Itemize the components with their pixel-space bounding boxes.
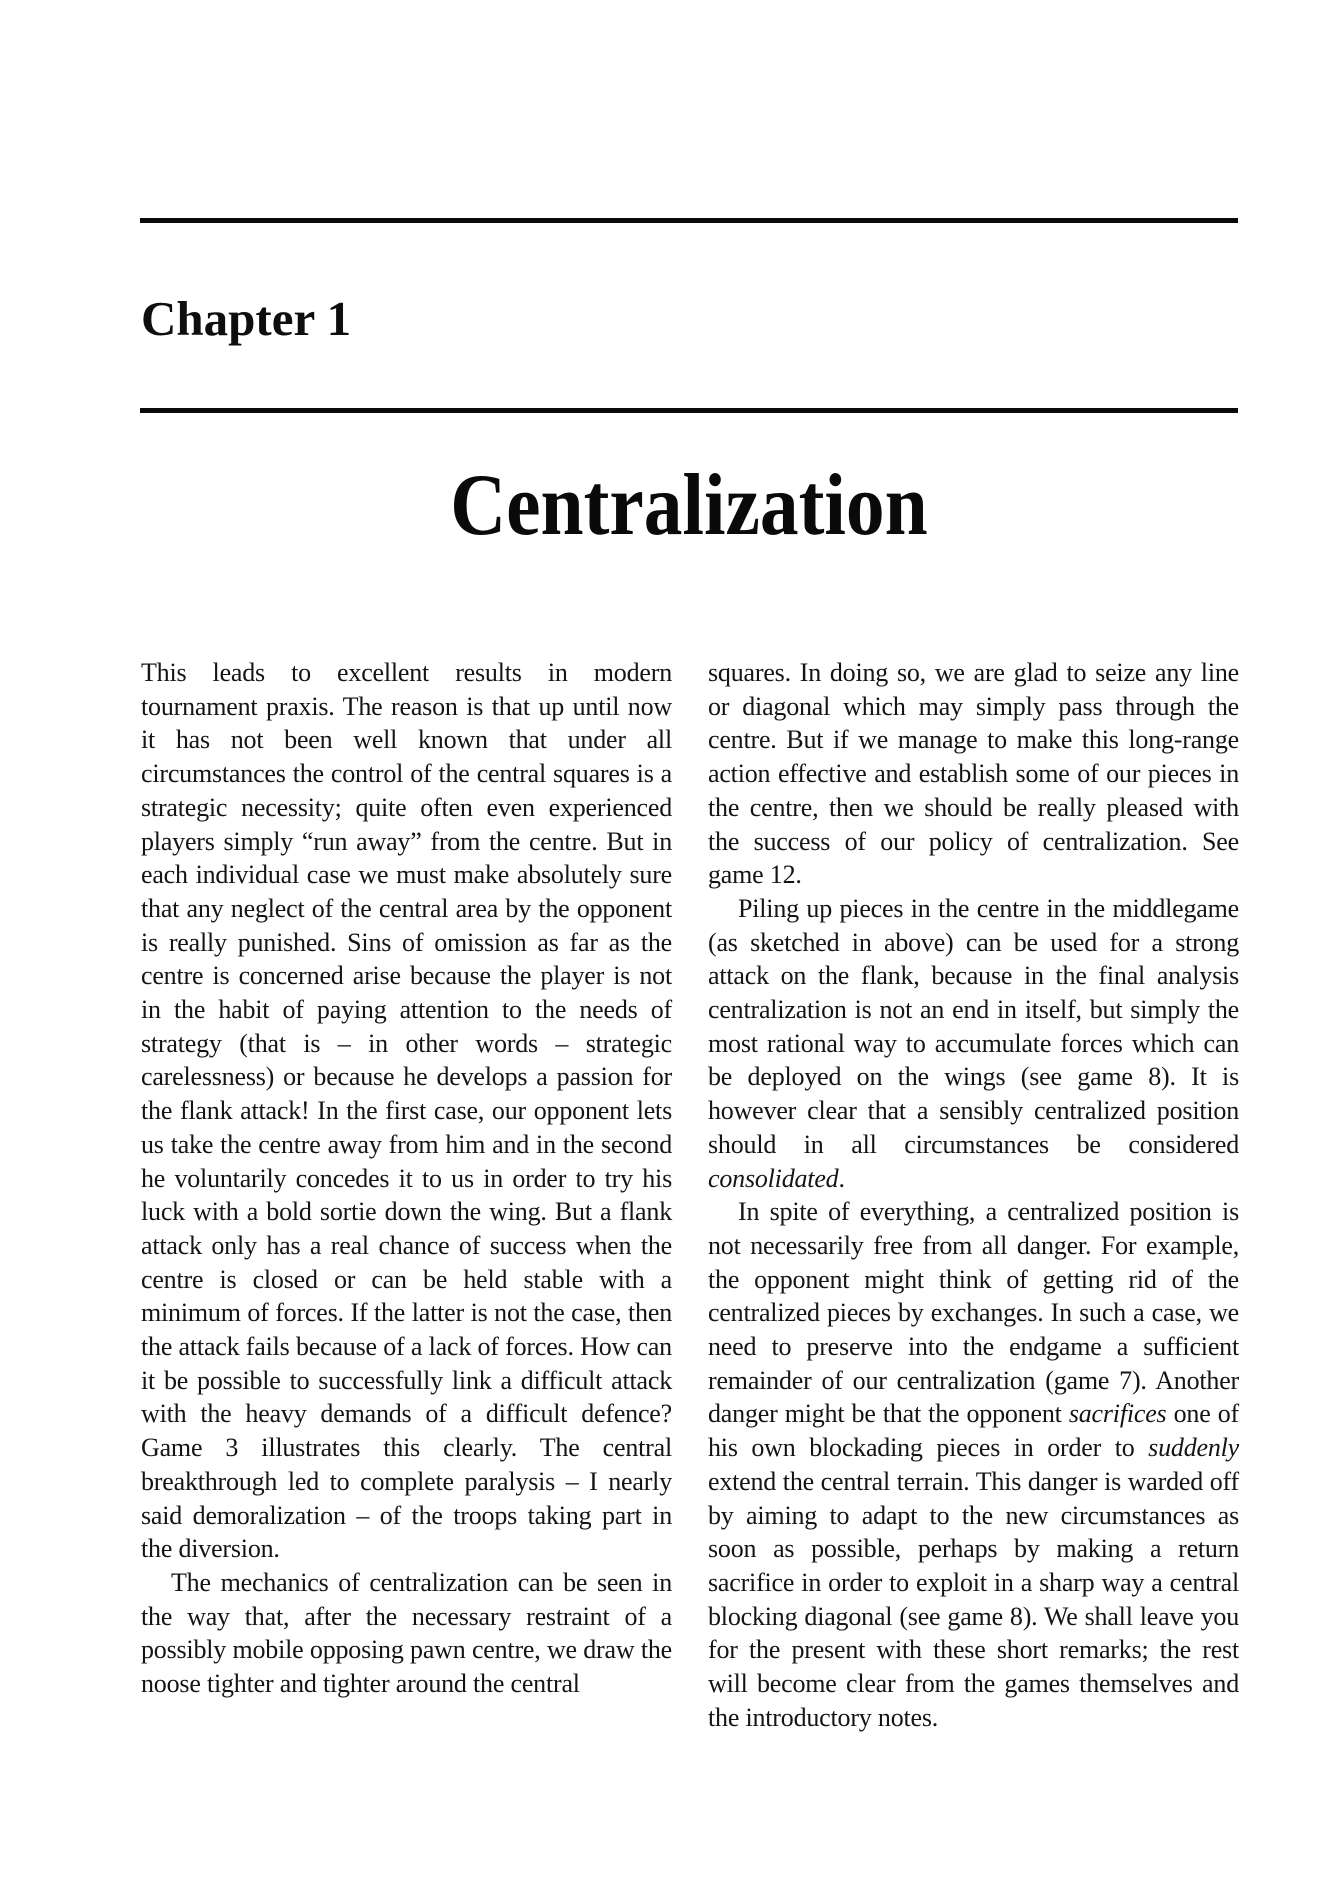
- text-segment: .: [838, 1163, 845, 1193]
- chapter-title: Centralization: [450, 457, 928, 554]
- paragraph: [708, 1195, 1239, 1734]
- paragraph: [708, 656, 1239, 892]
- text-column-right: [708, 656, 1239, 1735]
- chapter-rule-top: [140, 218, 1238, 223]
- italic-text-segment: sacrifices: [1068, 1399, 1167, 1429]
- chapter-heading: Chapter 1: [141, 291, 352, 346]
- text-segment: The mechanics of centralization can be seen in the way that, after the necessary restraint of a possibly mobile opposing pawn centre, we draw the noose tighter and tighter around the central: [141, 1567, 672, 1699]
- chapter-rule-bottom: [140, 408, 1238, 413]
- text-segment: Piling up pieces in the centre in the middlegame (as sketched in above) can be used for a strong attack on the flank, because in the final analysis centralization is not an end in itself, but simply the most rational way to accumulate forces which can be deployed on the wings (see game 8). It is however clear that a sensibly centralized position should in all circumstances be considered: [708, 893, 1239, 1159]
- text-column-left: [141, 656, 672, 1735]
- paragraph: [708, 892, 1239, 1195]
- text-segment: In spite of everything, a centralized position is not necessarily free from all danger. For example, the opponent might think of getting rid of the centralized pieces by exchanges. In such a case, we need to preserve into the endgame a sufficient remainder of our centralization (game 7). Another danger might be that the opponent: [708, 1197, 1239, 1429]
- paragraph: [141, 656, 672, 1566]
- text-segment: extend the central terrain. This danger is warded off by aiming to adapt to the new circumstances as soon as possible, perhaps by making a return sacrifice in order to exploit in a sharp way a central blocking diagonal (see game 8). We shall leave you for the present with these short remarks; the rest will become clear from the games themselves and the introductory notes.: [708, 1466, 1239, 1732]
- text-segment: one of his own blockading pieces in order to: [708, 1399, 1239, 1463]
- italic-text-segment: suddenly: [1148, 1433, 1239, 1463]
- paragraph: [141, 1566, 672, 1701]
- text-segment: squares. In doing so, we are glad to seize any line or diagonal which may simply pass through the centre. But if we manage to make this long-range action effective and establish some of our pieces in the centre, then we should be really pleased with the success of our policy of centralization. See game 12.: [708, 658, 1239, 890]
- body-columns: [141, 656, 1239, 1735]
- italic-text-segment: consolidated: [708, 1163, 839, 1193]
- text-segment: This leads to excellent results in modern tournament praxis. The reason is that up until now it has not been well known that under all circumstances the control of the central squares is a strategic necessity; quite often even experienced players simply “run away” from the centre. But in each individual case we must make absolutely sure that any neglect of the central area by the opponent is really punished. Sins of omission as far as the centre is concerned arise because the player is not in the habit of paying attention to the needs of strategy (that is – in other words – strategic carelessness) or because he develops a passion for the flank attack! In the first case, our opponent lets us take the centre away from him and in the second he voluntarily concedes it to us in order to try his luck with a bold sortie down the wing. But a flank attack only has a real chance of success when the centre is closed or can be held stable with a minimum of forces. If the latter is not the case, then the attack fails because of a lack of forces. How can it be possible to successfully link a difficult attack with the heavy demands of a difficult defence? Game 3 illustrates this clearly. The central breakthrough led to complete paralysis – I nearly said demoralization – of the troops taking part in the diversion.: [141, 658, 672, 1564]
